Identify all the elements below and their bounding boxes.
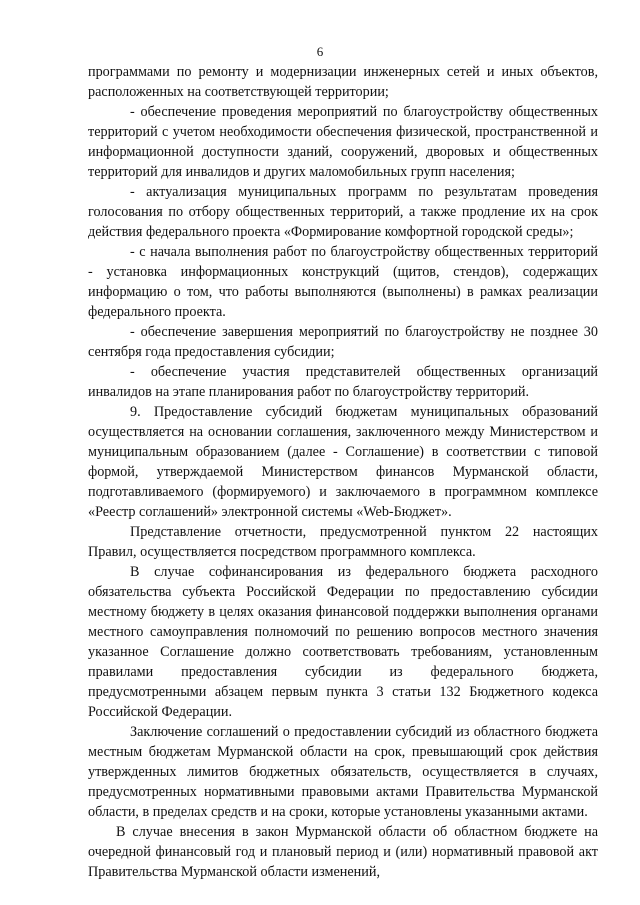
paragraph-continuation: программами по ремонту и модернизации инженерных сетей и иных объектов, расположенных на соответствующей территории; <box>88 64 598 100</box>
paragraph-info-structures: - с начала выполнения работ по благоустройству общественных территорий - установка информационных конструкций (щитов, стендов), содержащих информацию о том, что работы выполняются (выполнены) в рамках реализации федерального проекта. <box>88 244 598 320</box>
paragraph-disability-orgs: - обеспечение участия представителей общественных организаций инвалидов на этапе планирования работ по благоустройству территорий. <box>88 364 598 400</box>
paragraph-program-update: - актуализация муниципальных программ по результатам проведения голосования по отбору общественных территорий, а также продление их на срок действия федерального проекта «Формирование комфортной городской среды»; <box>88 184 598 240</box>
document-body <box>88 62 598 882</box>
paragraph-cofinancing: В случае софинансирования из федерального бюджета расходного обязательства субъекта Российской Федерации по предоставлению субсидии местному бюджету в целях оказания финансовой поддержки выполнения органами местного самоуправления полномочий по решению вопросов местного значения указанное Соглашение должно соответствовать требованиям, установленным правилами предоставления субсидии из федерального бюджета, предусмотренными абзацем первым пункта 3 статьи 132 Бюджетного кодекса Российской Федерации. <box>88 564 598 720</box>
paragraph-item-9: 9. Предоставление субсидий бюджетам муниципальных образований осуществляется на основании соглашения, заключенного между Министерством и муниципальным образованием (далее - Соглашение) в соответствии с типовой формой, утверждаемой Министерством финансов Мурманской области, подготавливаемого (формируемого) и заключаемого в программном комплексе «Реестр соглашений» электронной системы «Web-Бюджет». <box>88 404 598 520</box>
paragraph-accessibility: - обеспечение проведения мероприятий по благоустройству общественных территорий с учетом необходимости обеспечения физической, пространственной и информационной доступности зданий, сооружений, дворовых и общественных территорий для инвалидов и других маломобильных групп населения; <box>88 104 598 180</box>
paragraph-reporting: Представление отчетности, предусмотренной пунктом 22 настоящих Правил, осуществляется посредством программного комплекса. <box>88 524 598 560</box>
page-number: 6 <box>316 44 324 59</box>
paragraph-amendments: В случае внесения в закон Мурманской области об областном бюджете на очередной финансовый год и плановый период и (или) нормативный правовой акт Правительства Мурманской области изменений, <box>88 824 598 880</box>
paragraph-agreements-term: Заключение соглашений о предоставлении субсидий из областного бюджета местным бюджетам Мурманской области на срок, превышающий срок действия утвержденных лимитов бюджетных обязательств, осуществляется в случаях, предусмотренных нормативными правовыми актами Правительства Мурманской области, в пределах средств и на сроки, которые установлены указанными актами. <box>88 724 598 820</box>
paragraph-completion-deadline: - обеспечение завершения мероприятий по благоустройству не позднее 30 сентября года предоставления субсидии; <box>88 324 598 360</box>
